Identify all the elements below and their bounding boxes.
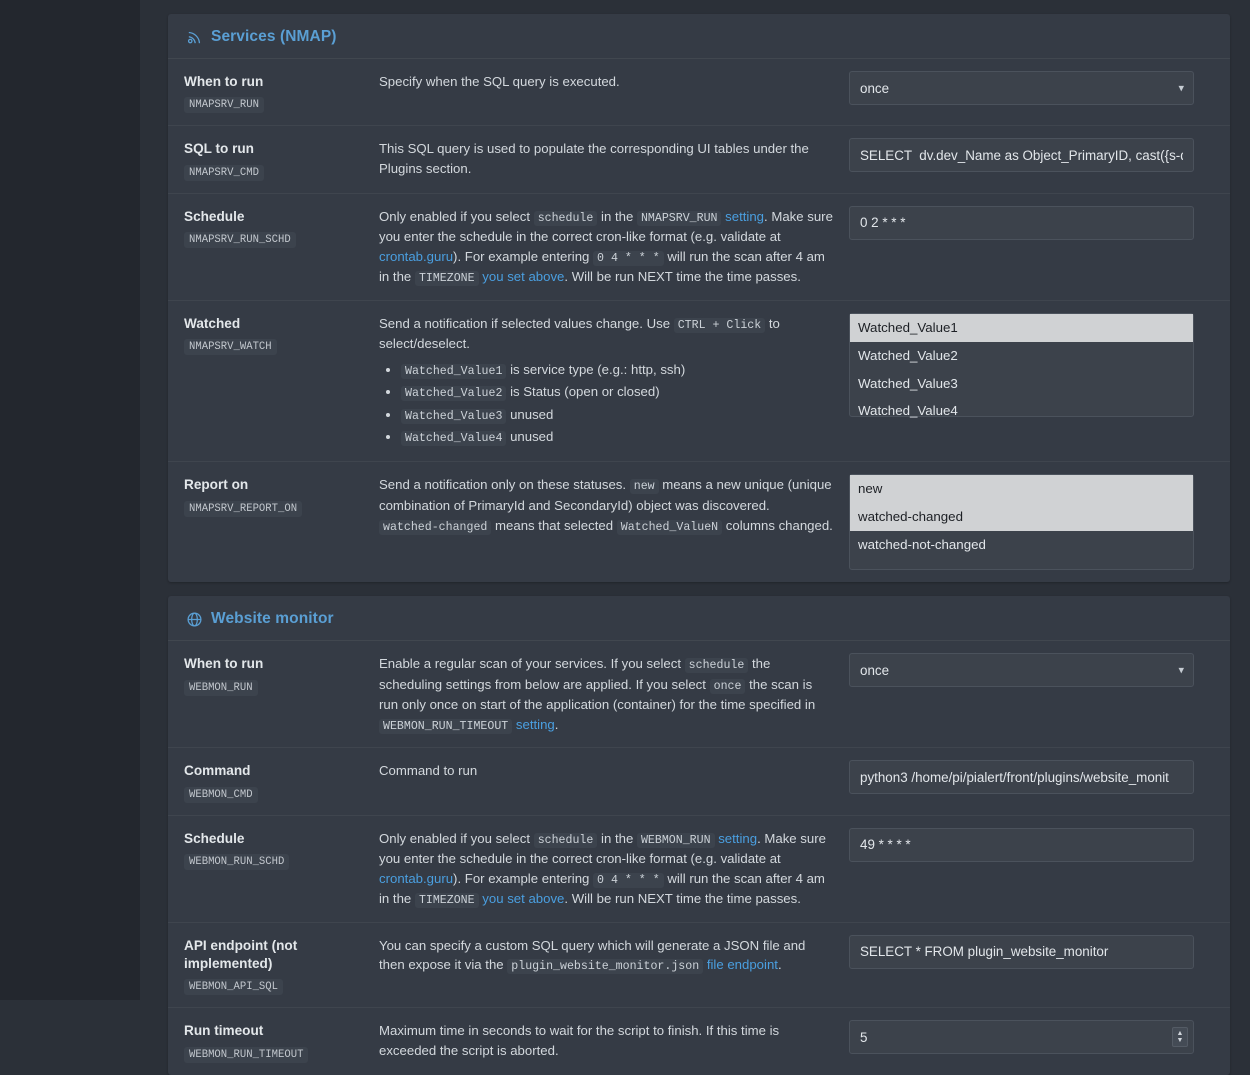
globe-icon [186,611,203,628]
setting-key: NMAPSRV_RUN [184,97,264,113]
setting-description: Only enabled if you select schedule in the NMAPSRV_RUN setting. Make sure you enter the schedule in the correct cron-like format (e.g. validate at crontab.guru). For example entering 0 4 * * * will run the scan after 4 am in the TIMEZONE you set above. Will be run NEXT time the time passes. [379,208,833,286]
setting-description: Command to run [379,763,478,779]
setting-description: Only enabled if you select schedule in the WEBMON_RUN setting. Make sure you enter the schedule in the correct cron-like format (e.g. validate at crontab.guru). For example entering 0 4 * * * will run the scan after 4 am in the TIMEZONE you set above. Will be run NEXT time the time passes. [379,830,826,908]
chevron-down-icon: ▾ [1178,82,1184,95]
settings-sections [140,14,1250,1075]
sidebar-area [0,0,140,1000]
setting-label-cell [184,1020,379,1062]
setting-field-cell [849,313,1194,417]
setting-key: WEBMON_CMD [184,787,258,803]
multiselect-option[interactable]: watched-not-changed [858,537,986,553]
number-wrapper [849,1020,1194,1054]
setting-title: API endpoint (not implemented) [184,937,298,972]
setting-description: Enable a regular scan of your services. If you select schedule the scheduling settings from below are applied. If you select once the scan is run only once on start of the application (container) for the time specified in WEBMON_RUN_TIMEOUT setting. [379,656,816,733]
setting-field-cell [849,935,1194,969]
select-wrapper [849,71,1194,105]
setting-field-cell [849,474,1194,570]
multiselect-option[interactable]: new [850,475,1193,503]
setting-row [168,923,1230,1009]
setting-row [168,748,1230,815]
list-item: • Watched_Value2 is Status (open or closed) [401,382,833,402]
setting-description: Maximum time in seconds to wait for the script to finish. If this time is exceeded the script is aborted. [379,1023,780,1059]
setting-key: WEBMON_RUN_SCHD [184,854,289,870]
setting-title: Schedule [184,208,245,224]
setting-key: NMAPSRV_CMD [184,165,264,181]
select-wrapper [849,653,1194,687]
setting-description: Send a notification only on these statuses. new means a new unique (unique combination of PrimaryId and SecondaryId) object was discovered. watched-changed means that selected Watched_ValueN columns changed. [379,477,833,534]
setting-description: Specify when the SQL query is executed. [379,74,620,89]
setting-key: NMAPSRV_WATCH [184,339,277,355]
webmon-run-schd-input[interactable] [849,828,1194,862]
list-item: • Watched_Value3 unused [401,405,833,425]
setting-label-cell [184,760,379,802]
settings-card [168,14,1230,582]
number-stepper[interactable]: ▲ ▼ [1172,1027,1188,1047]
setting-key: WEBMON_RUN_TIMEOUT [184,1047,308,1063]
setting-label-cell [184,935,379,996]
multiselect-option[interactable]: Watched_Value2 [858,347,958,363]
card-title: Website monitor [211,610,334,628]
card-title: Services (NMAP) [211,28,337,45]
setting-row [168,301,1230,463]
setting-description: You can specify a custom SQL query which will generate a JSON file and then expose it via the plugin_website_monitor.json file endpoint. [379,937,806,974]
webmon-run-timeout-input[interactable] [849,1020,1194,1054]
setting-description: This SQL query is used to populate the corresponding UI tables under the Plugins section. [379,141,809,177]
nmapsrv-watch-multiselect[interactable] [849,313,1194,417]
setting-key: NMAPSRV_RUN_SCHD [184,232,296,248]
setting-title: Watched [184,315,241,331]
setting-label-cell [184,71,379,113]
webmon-cmd-input[interactable] [849,760,1194,794]
description-list [379,360,833,448]
setting-field-cell [849,760,1194,794]
nmapsrv-cmd-input[interactable] [849,138,1194,172]
setting-description: Send a notification if selected values change. Use CTRL + Click to select/deselect. • Watched_Value1 is service type (e.g.: http, ssh) • Watched_Value2 is Status (open or closed) • Watched_Value3 unused • Watched_Value4 unused [379,313,849,450]
nmapsrv-run-select[interactable] [849,71,1194,105]
list-item: • Watched_Value1 is service type (e.g.: http, ssh) [401,360,833,380]
setting-row [168,194,1230,301]
setting-title: When to run [184,74,264,89]
multiselect-option[interactable]: Watched_Value3 [858,375,958,391]
chevron-down-icon: ▾ [1178,664,1184,677]
network-icon [186,29,203,46]
setting-label-cell [184,828,379,870]
setting-key: WEBMON_RUN [184,680,258,696]
setting-row [168,641,1230,748]
setting-label-cell [184,653,379,695]
setting-field-cell [849,71,1194,105]
setting-title: Schedule [184,830,245,846]
settings-content [140,0,1250,1061]
card-header [168,596,1230,641]
setting-title: Report on [184,477,249,493]
webmon-run-select[interactable] [849,653,1194,687]
setting-key: NMAPSRV_REPORT_ON [184,501,302,517]
setting-label-cell [184,313,379,355]
setting-title: When to run [184,656,264,672]
setting-field-cell [849,1020,1194,1054]
setting-field-cell [849,206,1194,240]
webmon-api-sql-input[interactable] [849,935,1194,969]
setting-row [168,59,1230,126]
setting-row [168,1008,1230,1074]
setting-field-cell [849,653,1194,687]
setting-label-cell [184,206,379,248]
setting-title: SQL to run [184,141,254,157]
setting-field-cell [849,828,1194,862]
setting-title: Run timeout [184,1023,264,1039]
setting-row [168,462,1230,582]
multiselect-option[interactable]: watched-changed [850,503,1193,531]
card-header [168,14,1230,59]
setting-field-cell [849,138,1194,172]
settings-card [168,596,1230,1074]
setting-label-cell [184,138,379,180]
multiselect-option[interactable]: Watched_Value4 [858,403,958,419]
setting-key: WEBMON_API_SQL [184,979,283,995]
setting-label-cell [184,474,379,516]
multiselect-option[interactable]: Watched_Value1 [850,314,1193,342]
setting-title: Command [184,763,251,779]
setting-row [168,126,1230,193]
list-item: • Watched_Value4 unused [401,427,833,447]
nmapsrv-run-schd-input[interactable] [849,206,1194,240]
setting-row [168,816,1230,923]
nmapsrv-report-on-multiselect[interactable] [849,474,1194,570]
